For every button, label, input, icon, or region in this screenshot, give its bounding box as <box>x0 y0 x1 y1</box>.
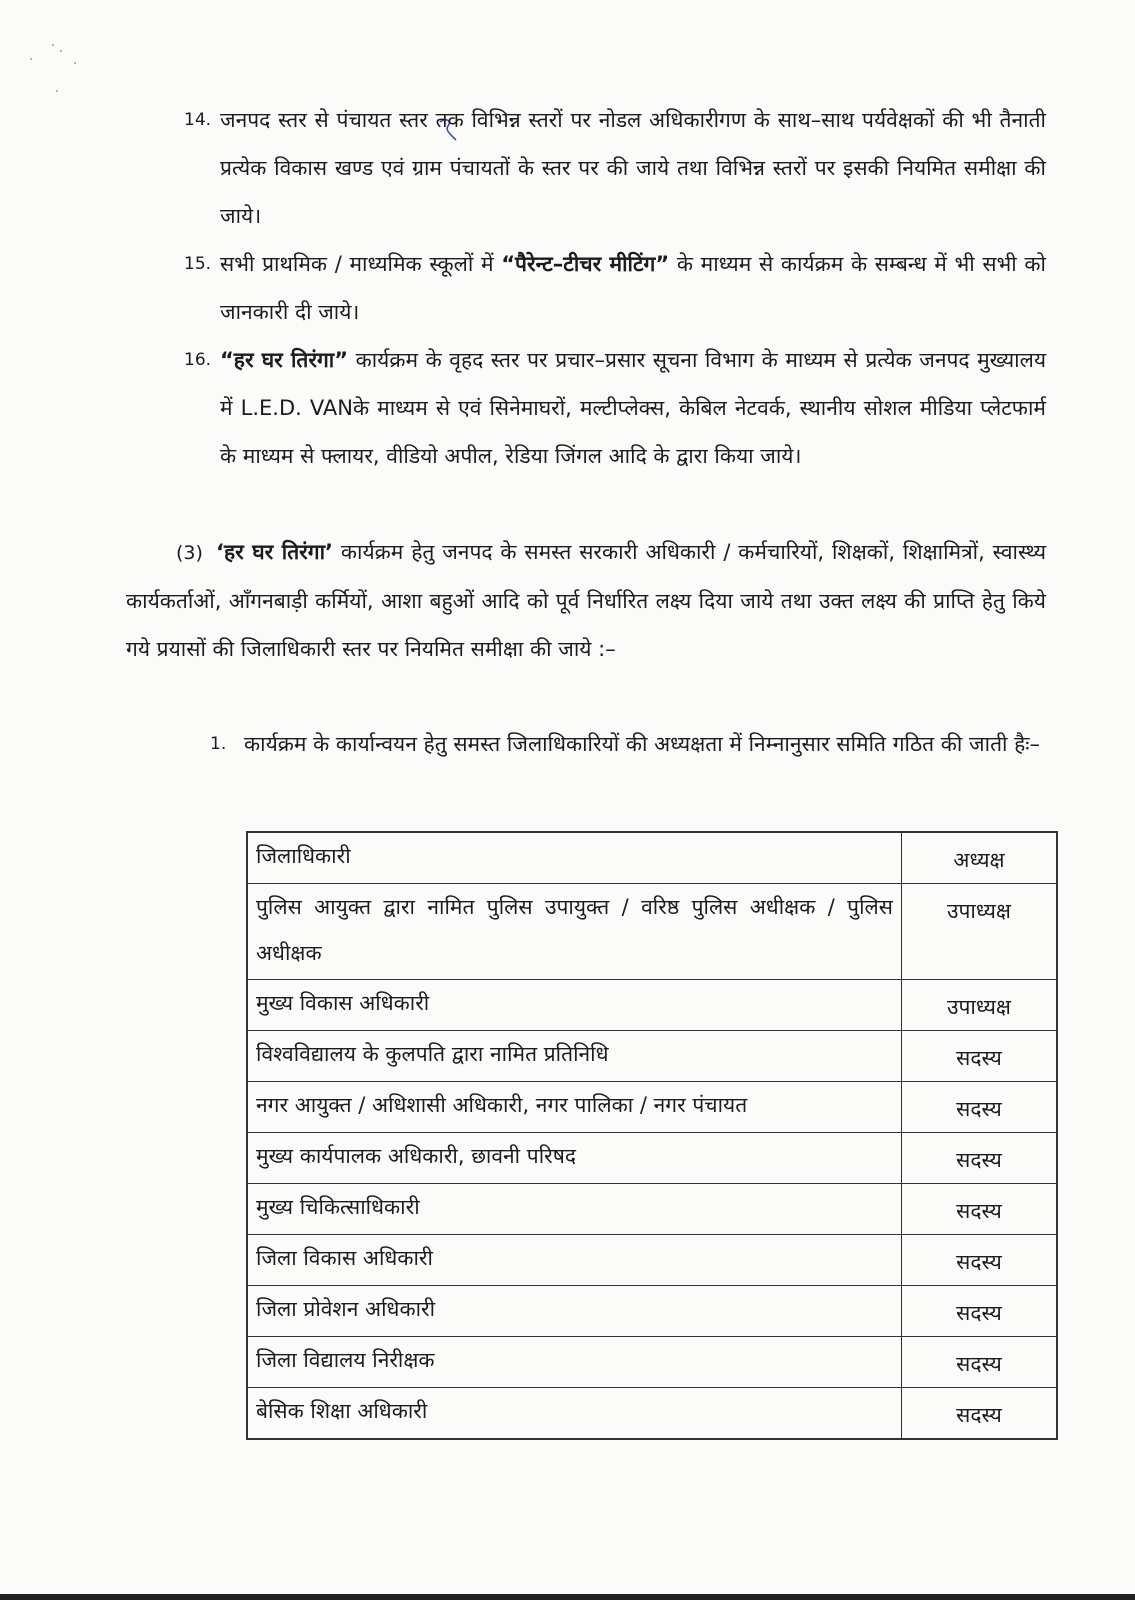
table-row <box>247 1133 1057 1184</box>
table-row <box>247 1388 1057 1440</box>
table-row <box>247 1031 1057 1082</box>
item-text <box>220 240 1046 336</box>
member-name: जिला प्रोवेशन अधिकारी <box>247 1286 902 1337</box>
item-number: 14. <box>184 110 212 130</box>
member-role: उपाध्यक्ष <box>902 980 1058 1031</box>
table-row <box>247 1337 1057 1388</box>
member-name: नगर आयुक्त / अधिशासी अधिकारी, नगर पालिका / नगर पंचायत <box>247 1082 902 1133</box>
paragraph-number: (3) <box>176 542 203 564</box>
scan-speck <box>56 90 58 92</box>
member-name: मुख्य कार्यपालक अधिकारी, छावनी परिषद <box>247 1133 902 1184</box>
table-row <box>247 832 1057 884</box>
table-row <box>247 980 1057 1031</box>
member-role: सदस्य <box>902 1286 1058 1337</box>
table-row <box>247 1184 1057 1235</box>
item-number: 15. <box>184 254 212 274</box>
sub-item-1 <box>210 720 1046 768</box>
member-name: मुख्य चिकित्साधिकारी <box>247 1184 902 1235</box>
member-name: बेसिक शिक्षा अधिकारी <box>247 1388 902 1440</box>
member-role: सदस्य <box>902 1082 1058 1133</box>
list-item-14 <box>184 96 1046 240</box>
scan-speck <box>52 44 54 46</box>
member-role: सदस्य <box>902 1133 1058 1184</box>
member-role: सदस्य <box>902 1235 1058 1286</box>
item-text-after: कार्यक्रम के वृहद स्तर पर प्रचार–प्रसार सूचना विभाग के माध्यम से प्रत्येक जनपद मुख्यालय में L.E.D. VANके माध्यम से एवं सिनेमाघरों, मल्टीप्लेक्स, केबिल नेटवर्क, स्थानीय सोशल मीडिया प्लेटफार्म के माध्यम से फ्लायर, वीडियो अपील, रेडिया जिंगल आदि के द्वारा किया जाये। <box>220 348 1046 468</box>
item-text: जनपद स्तर से पंचायत स्तर तक विभिन्न स्तरों पर नोडल अधिकारीगण के साथ–साथ पर्यवेक्षकों की भी तैनाती प्रत्येक विकास खण्ड एवं ग्राम पंचायतों के स्तर पर की जाये तथा विभिन्न स्तरों पर इसकी नियमित समीक्षा की जाये। <box>220 108 1046 228</box>
list-item-16 <box>184 336 1046 480</box>
member-name: जिला विद्यालय निरीक्षक <box>247 1337 902 1388</box>
item-text <box>220 336 1046 480</box>
member-role: सदस्य <box>902 1388 1058 1440</box>
member-name: विश्वविद्यालय के कुलपति द्वारा नामित प्रतिनिधि <box>247 1031 902 1082</box>
sub-item-number: 1. <box>210 734 227 754</box>
member-name: जिला विकास अधिकारी <box>247 1235 902 1286</box>
member-role: सदस्य <box>902 1184 1058 1235</box>
member-name: जिलाधिकारी <box>247 832 902 884</box>
scan-speck <box>60 50 62 52</box>
committee-table <box>246 831 1058 1440</box>
item-number: 16. <box>184 350 212 370</box>
member-role: सदस्य <box>902 1337 1058 1388</box>
paragraph-text: कार्यक्रम हेतु जनपद के समस्त सरकारी अधिकारी / कर्मचारियों, शिक्षकों, शिक्षामित्रों, स्वास्थ्य कार्यकर्ताओं, आँगनबाड़ी कर्मियों, आशा बहुओं आदि को पूर्व निर्धारित लक्ष्य दिया जाये तथा उक्त लक्ष्य की प्राप्ति हेतु किये गये प्रयासों की जिलाधिकारी स्तर पर नियमित समीक्षा की जाये :– <box>126 540 1046 661</box>
member-role: अध्यक्ष <box>902 832 1058 884</box>
table-row <box>247 884 1057 980</box>
item-text-after: के माध्यम से कार्यक्रम के सम्बन्ध में भी सभी को जानकारी दी जाये। <box>220 252 1047 324</box>
item-text-bold: “हर घर तिरंगा” <box>220 348 349 372</box>
member-name: पुलिस आयुक्त द्वारा नामित पुलिस उपायुक्त / वरिष्ठ पुलिस अधीक्षक / पुलिस अधीक्षक <box>247 884 902 980</box>
item-text-before: सभी प्राथमिक / माध्यमिक स्कूलों में <box>220 252 502 276</box>
member-role: उपाध्यक्ष <box>902 884 1058 980</box>
member-name: मुख्य विकास अधिकारी <box>247 980 902 1031</box>
list-item-15 <box>184 240 1046 336</box>
table-row <box>247 1235 1057 1286</box>
member-role: सदस्य <box>902 1031 1058 1082</box>
table-row <box>247 1082 1057 1133</box>
scan-speck <box>30 58 32 60</box>
scan-edge-bar <box>0 1594 1135 1600</box>
paragraph-bold: ‘हर घर तिरंगा’ <box>216 540 333 564</box>
table-row <box>247 1286 1057 1337</box>
paragraph-3 <box>126 528 1046 673</box>
scan-speck <box>74 62 76 64</box>
item-text-bold: “पैरेन्ट–टीचर मीटिंग” <box>501 252 670 276</box>
sub-item-text: कार्यक्रम के कार्यान्वयन हेतु समस्त जिलाधिकारियों की अध्यक्षता में निम्नानुसार समिति गठित की जाती हैः– <box>244 732 1041 756</box>
